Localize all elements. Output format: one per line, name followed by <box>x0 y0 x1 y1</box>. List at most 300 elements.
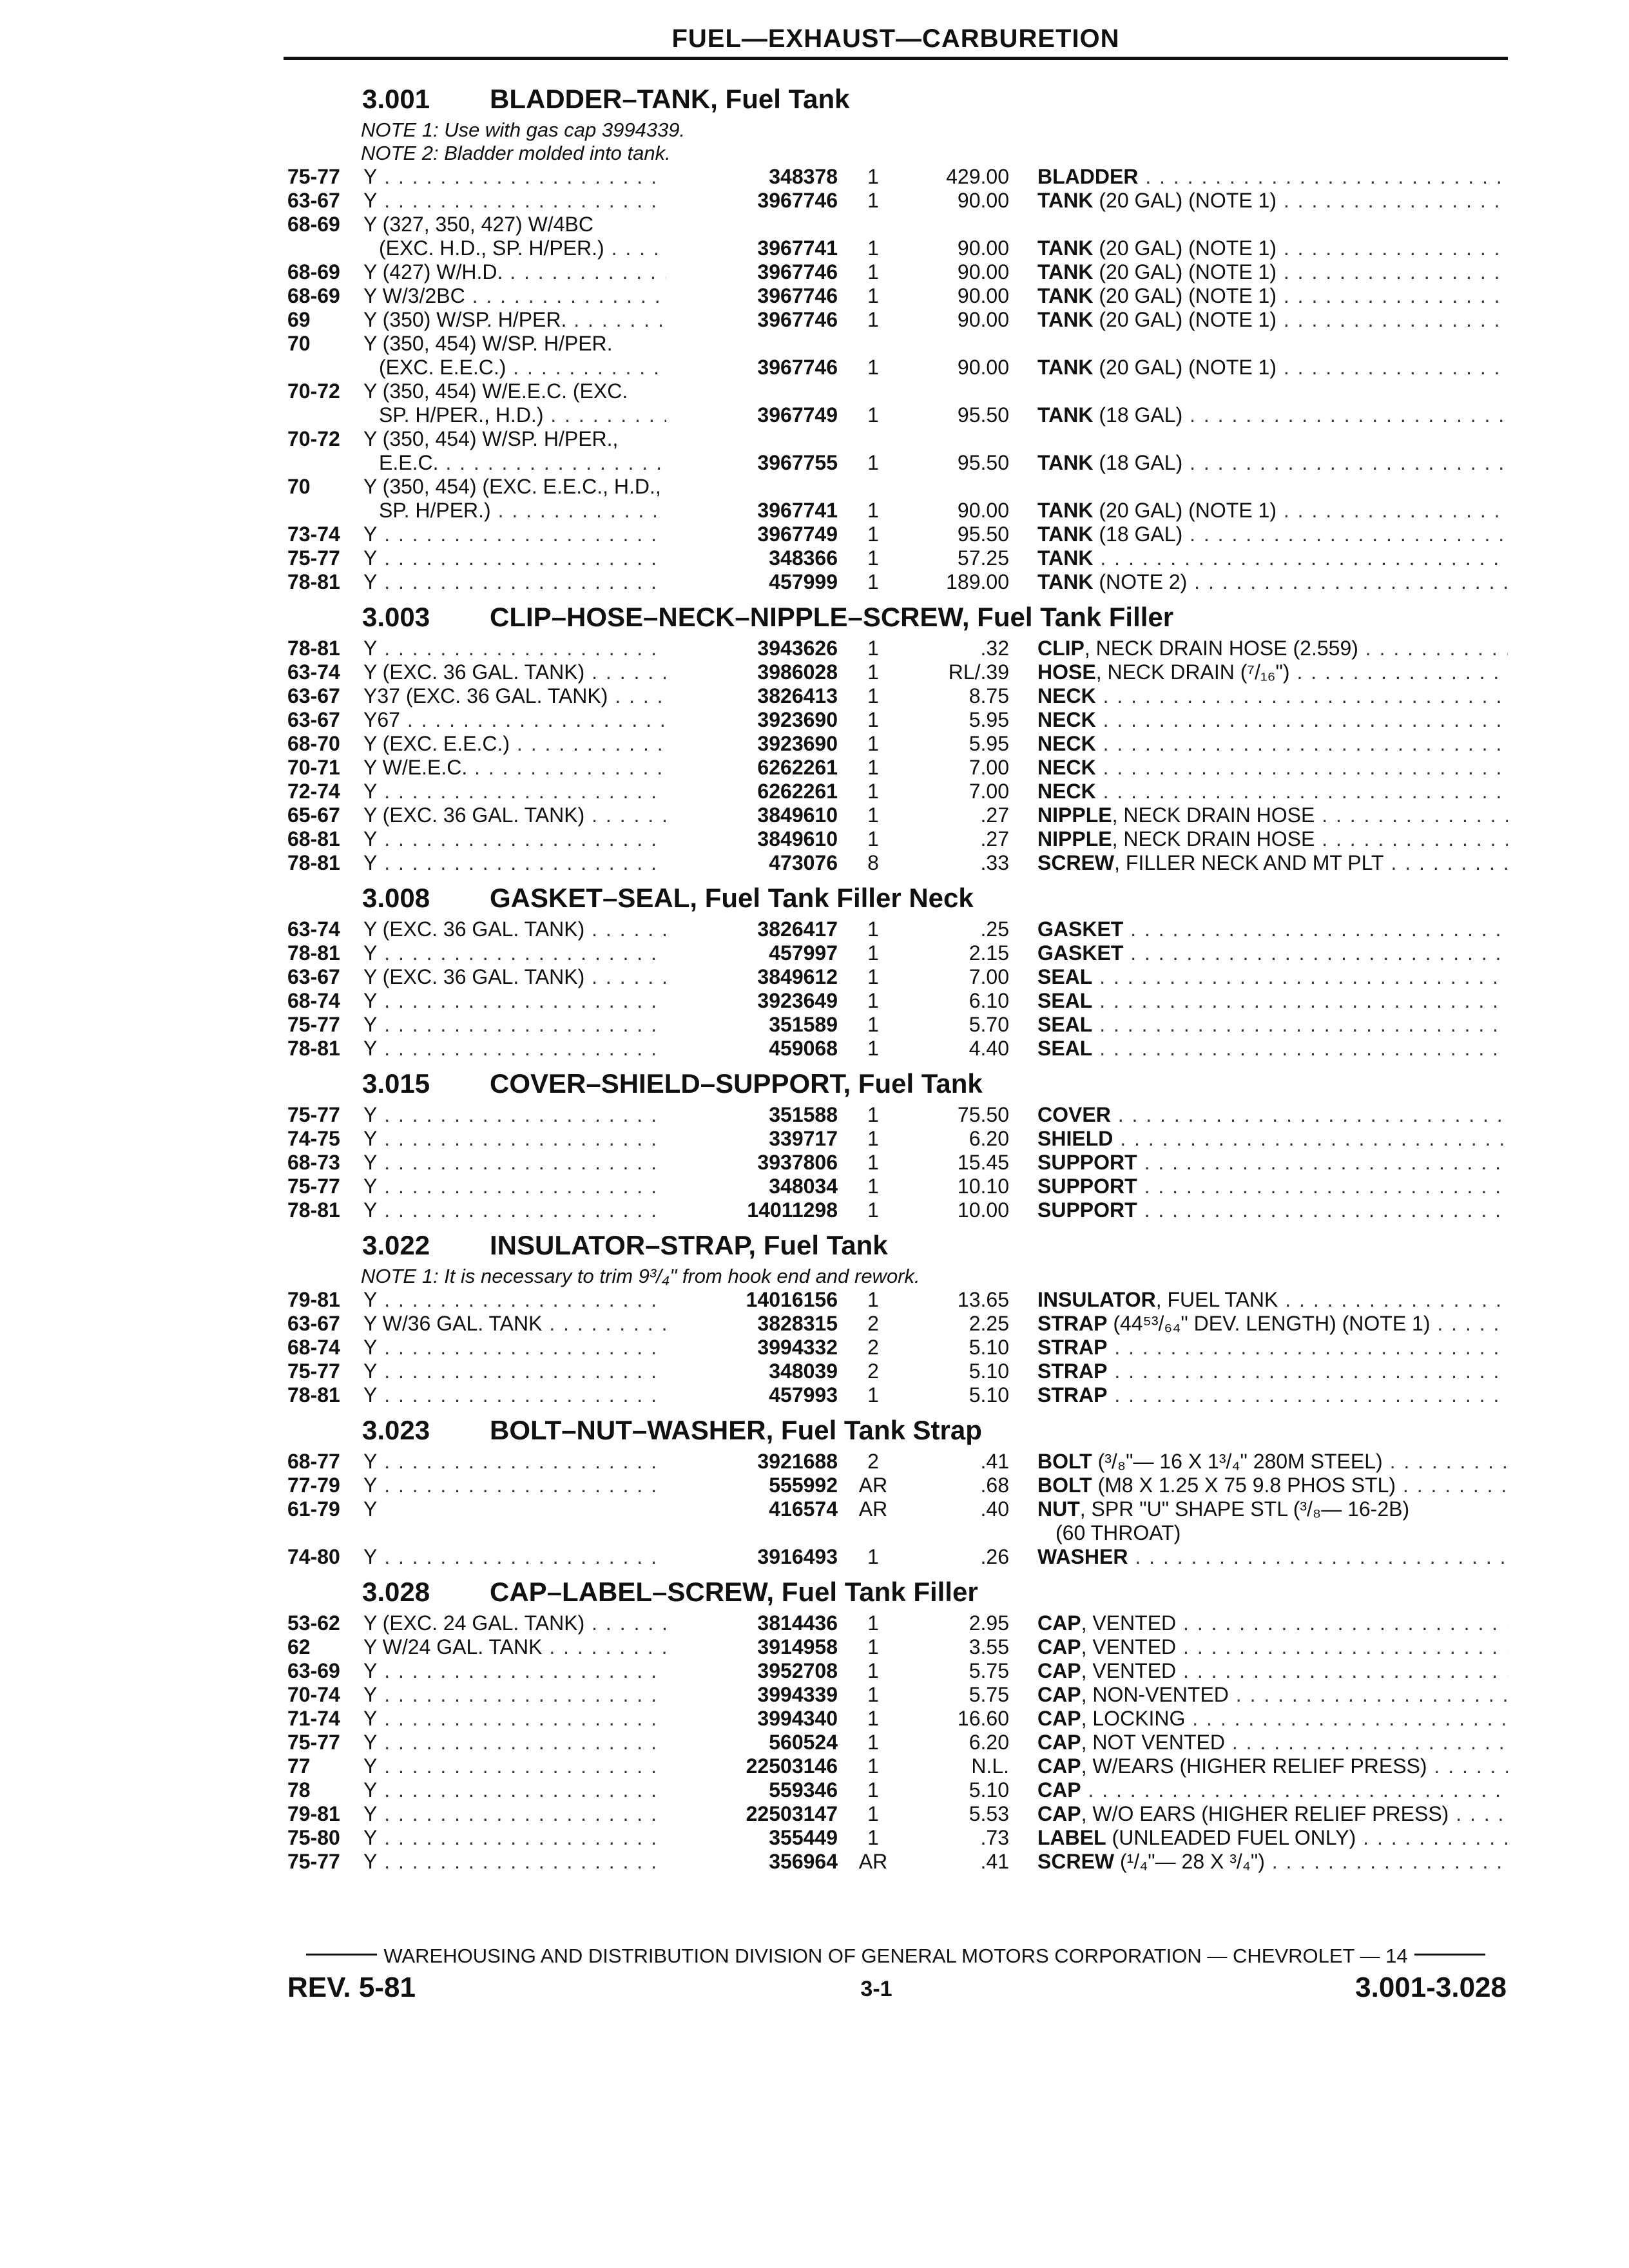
section-name: GASKET–SEAL, Fuel Tank Filler Neck <box>490 883 974 913</box>
description <box>1055 1521 1526 1545</box>
part-number: 457993 <box>769 1383 838 1407</box>
part-row <box>284 308 1508 332</box>
model-years: 68-69 <box>287 284 340 307</box>
application: Y (350, 454) W/SP. H/PER. <box>363 332 613 355</box>
description <box>1037 1497 1508 1521</box>
price: .68 <box>980 1474 1009 1497</box>
section-number: 3.001 <box>362 84 430 114</box>
part-number: 3849612 <box>757 965 838 988</box>
part-row <box>284 684 1508 708</box>
part-number: 3914958 <box>757 1635 838 1658</box>
price: 57.25 <box>957 546 1009 570</box>
part-number: 3826417 <box>757 918 838 941</box>
description-keyword: CAP <box>1037 1731 1081 1754</box>
quantity: 1 <box>867 827 879 850</box>
description-detail: , VENTED <box>1081 1659 1177 1682</box>
description-keyword: SUPPORT <box>1037 1151 1137 1174</box>
description <box>1037 236 1508 260</box>
price: .32 <box>980 637 1009 660</box>
price: 90.00 <box>957 499 1009 522</box>
description <box>1037 1127 1508 1151</box>
part-row <box>284 1497 1508 1521</box>
application: Y . . . <box>363 827 666 851</box>
price: .27 <box>980 803 1009 827</box>
description <box>1037 403 1508 427</box>
description-detail: , NECK DRAIN (⁷/₁₆") <box>1095 660 1290 684</box>
price: 75.50 <box>957 1103 1009 1126</box>
price: 5.70 <box>969 1013 1009 1036</box>
description-keyword: SUPPORT <box>1037 1198 1137 1222</box>
part-row <box>284 165 1508 189</box>
part-row <box>284 1659 1508 1683</box>
description-detail: (20 GAL) (NOTE 1) <box>1093 308 1277 331</box>
description-keyword: TANK <box>1037 260 1094 284</box>
model-years: 78-81 <box>287 1383 340 1407</box>
description-keyword: NUT <box>1037 1497 1080 1521</box>
price: 429.00 <box>946 165 1009 188</box>
description-keyword: WASHER <box>1037 1545 1128 1568</box>
part-number: 459068 <box>769 1037 838 1060</box>
part-number: 3986028 <box>757 660 838 684</box>
model-years: 78-81 <box>287 1037 340 1060</box>
quantity: 1 <box>867 1288 879 1311</box>
part-number: 348378 <box>769 165 838 188</box>
description-detail: , NECK DRAIN HOSE <box>1112 803 1315 827</box>
section-name: CLIP–HOSE–NECK–NIPPLE–SCREW, Fuel Tank Filler <box>490 602 1174 632</box>
price: 2.95 <box>969 1611 1009 1635</box>
price: 95.50 <box>957 403 1009 427</box>
description <box>1037 1474 1508 1497</box>
description-keyword: TANK <box>1037 308 1094 331</box>
description <box>1037 732 1508 756</box>
model-years: 75-77 <box>287 165 340 188</box>
quantity: 1 <box>867 1826 879 1849</box>
description-keyword: STRAP <box>1037 1336 1108 1359</box>
part-row <box>284 1127 1508 1151</box>
part-row <box>284 1336 1508 1360</box>
description-detail: (UNLEADED FUEL ONLY) <box>1106 1826 1356 1849</box>
part-row <box>284 475 1508 499</box>
model-years: 78 <box>287 1778 311 1802</box>
description-keyword: NECK <box>1037 756 1096 779</box>
header-rule <box>284 57 1508 60</box>
description-detail: , NECK DRAIN HOSE (2.559) <box>1084 637 1358 660</box>
model-years: 70 <box>287 332 311 355</box>
description <box>1037 851 1508 875</box>
description-keyword: NECK <box>1037 780 1096 803</box>
application: Y . . . <box>363 1850 666 1874</box>
quantity: 1 <box>867 1127 879 1150</box>
quantity: 1 <box>867 1731 879 1754</box>
price: 2.25 <box>969 1312 1009 1335</box>
description-detail: , NOT VENTED <box>1081 1731 1225 1754</box>
application: Y . . . <box>363 165 666 189</box>
model-years: 68-69 <box>287 260 340 284</box>
part-number: 348366 <box>769 546 838 570</box>
part-row <box>284 1198 1508 1222</box>
model-years: 68-74 <box>287 989 340 1012</box>
model-years: 78-81 <box>287 851 340 874</box>
description-detail: (³/₈"— 16 X 1³/₄" 280M STEEL) <box>1092 1450 1383 1473</box>
model-years: 75-77 <box>287 1175 340 1198</box>
description-keyword: NECK <box>1037 732 1096 755</box>
application: Y . . . <box>363 189 666 213</box>
quantity: 1 <box>867 1635 879 1658</box>
model-years: 61-79 <box>287 1497 340 1521</box>
part-number: 457997 <box>769 941 838 965</box>
price: 90.00 <box>957 236 1009 260</box>
price: 7.00 <box>969 780 1009 803</box>
description-keyword: HOSE <box>1037 660 1096 684</box>
application: Y . . . <box>363 1683 666 1707</box>
revision-label: REV. 5-81 <box>287 1972 416 2003</box>
application: Y . . . <box>363 1360 666 1383</box>
application: Y W/3/2BC . . . <box>363 284 666 308</box>
part-number: 14011298 <box>747 1198 838 1222</box>
part-row <box>284 1545 1508 1569</box>
quantity: 1 <box>867 236 879 260</box>
description <box>1037 1683 1508 1707</box>
quantity: 1 <box>867 965 879 988</box>
description-detail: , FUEL TANK <box>1155 1288 1278 1311</box>
page-number: 3-1 <box>860 1977 892 2001</box>
description <box>1037 780 1508 803</box>
part-row <box>284 660 1508 684</box>
price: 15.45 <box>957 1151 1009 1174</box>
application: SP. H/PER.) . . . <box>379 499 666 523</box>
part-number: 3828315 <box>757 1312 838 1335</box>
part-row <box>284 1754 1508 1778</box>
description-keyword: GASKET <box>1037 918 1124 941</box>
part-number: 3967746 <box>757 284 838 307</box>
description <box>1037 189 1508 213</box>
description-keyword: CAP <box>1037 1754 1081 1778</box>
price: N.L. <box>971 1754 1009 1778</box>
part-number: 3967755 <box>757 451 838 474</box>
model-years: 75-77 <box>287 1360 340 1383</box>
model-years: 63-67 <box>287 189 340 212</box>
description-detail: (M8 X 1.25 X 75 9.8 PHOS STL) <box>1092 1474 1396 1497</box>
description <box>1037 941 1508 965</box>
model-years: 63-74 <box>287 660 340 684</box>
quantity: 1 <box>867 1611 879 1635</box>
quantity: 1 <box>867 1545 879 1568</box>
price: 4.40 <box>969 1037 1009 1060</box>
model-years: 68-74 <box>287 1336 340 1359</box>
application: Y <box>363 1497 378 1521</box>
part-number: 6262261 <box>757 756 838 779</box>
description-detail: , LOCKING <box>1081 1707 1186 1730</box>
quantity: 1 <box>867 284 879 307</box>
part-number: 22503146 <box>746 1754 838 1778</box>
description-keyword: TANK <box>1037 499 1094 522</box>
application: Y W/24 GAL. TANK . . . <box>363 1635 666 1659</box>
part-row <box>284 1175 1508 1198</box>
description-keyword: STRAP <box>1037 1383 1108 1407</box>
quantity: 1 <box>867 499 879 522</box>
quantity: 1 <box>867 451 879 474</box>
part-row <box>284 1802 1508 1826</box>
description <box>1037 1754 1508 1778</box>
model-years: 70-72 <box>287 427 340 450</box>
description-keyword: SCREW <box>1037 1850 1115 1873</box>
model-years: 77-79 <box>287 1474 340 1497</box>
application: Y (350) W/SP. H/PER. . . . <box>363 308 666 332</box>
model-years: 75-77 <box>287 1731 340 1754</box>
section-number: 3.028 <box>362 1577 430 1607</box>
part-row <box>284 1850 1508 1874</box>
part-row <box>284 332 1508 356</box>
description <box>1037 1659 1508 1683</box>
application: Y (EXC. 36 GAL. TANK) . . . <box>363 918 666 941</box>
quantity: 1 <box>867 1013 879 1036</box>
application: Y . . . <box>363 570 666 594</box>
part-row <box>284 1521 1508 1545</box>
price: 7.00 <box>969 965 1009 988</box>
quantity: AR <box>858 1497 888 1521</box>
model-years: 63-69 <box>287 1659 340 1682</box>
quantity: 2 <box>867 1312 879 1335</box>
part-number: 3967749 <box>757 403 838 427</box>
description <box>1037 660 1508 684</box>
model-years: 72-74 <box>287 780 340 803</box>
description-keyword: SEAL <box>1037 965 1093 988</box>
description-keyword: GASKET <box>1037 941 1124 965</box>
section-number: 3.015 <box>362 1068 430 1099</box>
application: Y (350, 454) W/E.E.C. (EXC. <box>363 380 628 403</box>
application: Y W/E.E.C. . . . <box>363 756 666 780</box>
quantity: 1 <box>867 308 879 331</box>
part-number: 339717 <box>769 1127 838 1150</box>
price: 6.20 <box>969 1731 1009 1754</box>
description-detail: (44⁵³/₆₄" DEV. LENGTH) (NOTE 1) <box>1107 1312 1431 1335</box>
application: SP. H/PER., H.D.) . . . <box>379 403 666 427</box>
application: Y . . . <box>363 1037 666 1061</box>
model-years: 78-81 <box>287 941 340 965</box>
model-years: 75-77 <box>287 1850 340 1873</box>
part-number: 3849610 <box>757 803 838 827</box>
part-row <box>284 989 1508 1013</box>
description-detail: (NOTE 2) <box>1093 570 1188 593</box>
description <box>1037 1383 1508 1407</box>
description-keyword: STRAP <box>1037 1312 1108 1335</box>
price: 5.10 <box>969 1383 1009 1407</box>
description <box>1037 1336 1508 1360</box>
page-title: FUEL—EXHAUST—CARBURETION <box>671 24 1120 53</box>
quantity: 1 <box>867 189 879 212</box>
application: E.E.C. . . . <box>379 451 666 475</box>
application: (EXC. H.D., SP. H/PER.) . . . <box>379 236 666 260</box>
price: 5.75 <box>969 1683 1009 1706</box>
price: 90.00 <box>957 284 1009 307</box>
description-keyword: TANK <box>1037 403 1094 427</box>
description <box>1037 965 1508 989</box>
description <box>1037 1312 1508 1336</box>
description-keyword: CLIP <box>1037 637 1084 660</box>
price: RL/.39 <box>948 660 1009 684</box>
model-years: 75-77 <box>287 546 340 570</box>
application: Y . . . <box>363 1802 666 1826</box>
part-number: 3826413 <box>757 684 838 707</box>
description <box>1037 1611 1508 1635</box>
model-years: 78-81 <box>287 570 340 593</box>
application: Y . . . <box>363 1826 666 1850</box>
quantity: 2 <box>867 1360 879 1383</box>
price: 5.10 <box>969 1360 1009 1383</box>
part-number: 3923690 <box>757 732 838 755</box>
application: Y . . . <box>363 523 666 546</box>
model-years: 68-77 <box>287 1450 340 1473</box>
description <box>1037 1288 1508 1312</box>
application: Y W/36 GAL. TANK . . . <box>363 1312 666 1336</box>
part-number: 3967741 <box>757 499 838 522</box>
model-years: 70-71 <box>287 756 340 779</box>
price: 5.53 <box>969 1802 1009 1825</box>
application: Y . . . <box>363 546 666 570</box>
part-number: 3967746 <box>757 356 838 379</box>
description-detail: , W/EARS (HIGHER RELIEF PRESS) <box>1081 1754 1427 1778</box>
quantity: 1 <box>867 756 879 779</box>
part-number: 351588 <box>769 1103 838 1126</box>
application: Y . . . <box>363 1288 666 1312</box>
application: Y (EXC. 24 GAL. TANK) . . . <box>363 1611 666 1635</box>
part-number: 3916493 <box>757 1545 838 1568</box>
footer-division-line <box>284 1945 1508 1968</box>
description-detail: (20 GAL) (NOTE 1) <box>1093 189 1277 212</box>
part-number: 3849610 <box>757 827 838 850</box>
price: .41 <box>980 1850 1009 1873</box>
description <box>1037 918 1508 941</box>
model-years: 62 <box>287 1635 311 1658</box>
section-heading <box>284 1569 1508 1611</box>
part-row <box>284 780 1508 803</box>
part-row <box>284 427 1508 451</box>
quantity: AR <box>858 1474 888 1497</box>
part-row <box>284 1707 1508 1731</box>
application: Y . . . <box>363 1778 666 1802</box>
part-number: 560524 <box>769 1731 838 1754</box>
price: 90.00 <box>957 260 1009 284</box>
description-detail: (20 GAL) (NOTE 1) <box>1093 284 1277 307</box>
description-keyword: SEAL <box>1037 1013 1093 1036</box>
application: Y . . . <box>363 1383 666 1407</box>
model-years: 70-74 <box>287 1683 340 1706</box>
model-years: 63-67 <box>287 708 340 731</box>
footer-division: WAREHOUSING AND DISTRIBUTION DIVISION OF GENERAL MOTORS CORPORATION — CHEVROLET — 14 <box>383 1945 1408 1967</box>
description <box>1037 284 1508 308</box>
footer-rule-left <box>306 1954 377 1956</box>
description-keyword: CAP <box>1037 1683 1081 1706</box>
application: Y . . . <box>363 851 666 875</box>
price: 5.75 <box>969 1659 1009 1682</box>
description-detail: , W/O EARS (HIGHER RELIEF PRESS) <box>1081 1802 1449 1825</box>
part-row <box>284 451 1508 475</box>
application: Y . . . <box>363 1474 666 1497</box>
description <box>1037 827 1508 851</box>
description-keyword: SCREW <box>1037 851 1115 874</box>
description-keyword: TANK <box>1037 189 1094 212</box>
quantity: 2 <box>867 1336 879 1359</box>
part-row <box>284 803 1508 827</box>
part-row <box>284 1731 1508 1754</box>
part-number: 559346 <box>769 1778 838 1802</box>
section-name: BOLT–NUT–WASHER, Fuel Tank Strap <box>490 1415 982 1445</box>
description <box>1037 451 1508 475</box>
price: .27 <box>980 827 1009 850</box>
price: 3.55 <box>969 1635 1009 1658</box>
description <box>1037 499 1508 523</box>
price: .26 <box>980 1545 1009 1568</box>
price: 8.75 <box>969 684 1009 707</box>
part-row <box>284 1474 1508 1497</box>
price: 90.00 <box>957 356 1009 379</box>
section-heading <box>284 1222 1508 1265</box>
application: Y (EXC. 36 GAL. TANK) . . . <box>363 803 666 827</box>
section-number: 3.003 <box>362 602 430 632</box>
part-row <box>284 189 1508 213</box>
quantity: AR <box>858 1850 888 1873</box>
description-keyword: CAP <box>1037 1778 1081 1802</box>
part-number: 351589 <box>769 1013 838 1036</box>
part-row <box>284 918 1508 941</box>
quantity: 1 <box>867 1707 879 1730</box>
part-number: 348034 <box>769 1175 838 1198</box>
application: Y . . . <box>363 1450 666 1474</box>
description-keyword: TANK <box>1037 236 1094 260</box>
description <box>1037 1707 1508 1731</box>
part-number: 355449 <box>769 1826 838 1849</box>
application: Y . . . <box>363 1013 666 1037</box>
quantity: 1 <box>867 1659 879 1682</box>
price: .73 <box>980 1826 1009 1849</box>
description-keyword: BOLT <box>1037 1450 1092 1473</box>
part-row <box>284 1360 1508 1383</box>
part-row <box>284 1611 1508 1635</box>
description <box>1037 1360 1508 1383</box>
model-years: 63-67 <box>287 965 340 988</box>
description <box>1037 803 1508 827</box>
application: Y (327, 350, 427) W/4BC <box>363 213 593 236</box>
description <box>1037 260 1508 284</box>
quantity: 1 <box>867 1754 879 1778</box>
part-row <box>284 1778 1508 1802</box>
description-detail: , SPR "U" SHAPE STL (³/₈— 16-2B) <box>1079 1497 1410 1521</box>
quantity: 1 <box>867 684 879 707</box>
part-row <box>284 1826 1508 1850</box>
description <box>1037 684 1508 708</box>
quantity: 2 <box>867 1450 879 1473</box>
quantity: 1 <box>867 918 879 941</box>
description-keyword: TANK <box>1037 546 1094 570</box>
application: Y . . . <box>363 1659 666 1683</box>
description-keyword: CAP <box>1037 1659 1081 1682</box>
part-row <box>284 570 1508 594</box>
application: Y . . . <box>363 1545 666 1569</box>
page-header <box>284 23 1508 60</box>
quantity: 1 <box>867 803 879 827</box>
description <box>1037 756 1508 780</box>
description-keyword: CAP <box>1037 1635 1081 1658</box>
quantity: 1 <box>867 1151 879 1174</box>
description-detail: (18 GAL) <box>1093 451 1183 474</box>
part-number: 3814436 <box>757 1611 838 1635</box>
section-note: NOTE 1: It is necessary to trim 9³/₄" from hook end and rework. <box>361 1265 920 1287</box>
description <box>1037 1151 1508 1175</box>
description-detail: (20 GAL) (NOTE 1) <box>1093 236 1277 260</box>
quantity: 1 <box>867 780 879 803</box>
model-years: 68-81 <box>287 827 340 850</box>
description-keyword: SUPPORT <box>1037 1175 1137 1198</box>
